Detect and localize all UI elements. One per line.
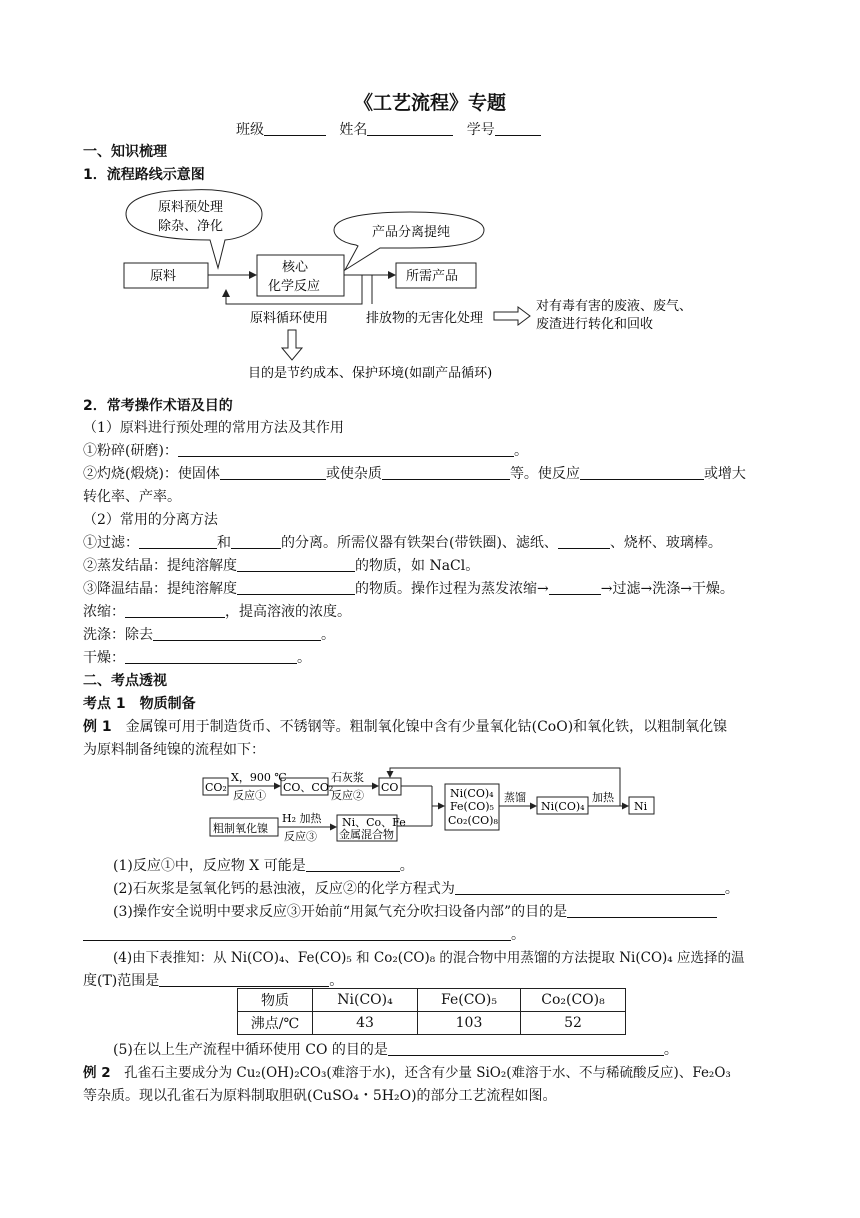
filtration-text-3: 的分离。所需仪器有铁架台(带铁圈)、滤纸、	[281, 535, 558, 551]
question-4-blank[interactable]	[159, 972, 329, 987]
filtration-label: ①过滤：	[83, 535, 139, 551]
question-5-text: (5)在以上生产流程中循环使用 CO 的目的是	[113, 1042, 388, 1058]
flow-co: CO	[381, 781, 399, 794]
flow-lime: 石灰浆	[331, 771, 364, 784]
box-raw-text: 原料	[150, 269, 177, 284]
filtration-text-2: 和	[217, 535, 231, 551]
waste-text-2: 废渣进行转化和回收	[536, 317, 654, 332]
concentration-text-2: ，提高溶液的浓度。	[225, 604, 351, 620]
emission-text: 排放物的无害化处理	[366, 311, 484, 326]
question-2	[113, 879, 739, 899]
question-5	[113, 1040, 678, 1060]
box-core-text-2: 化学反应	[268, 279, 321, 294]
bubble-preprocess-text-2: 除杂、净化	[158, 219, 224, 234]
period: 。	[297, 650, 311, 666]
flow-heat: 加热	[592, 791, 614, 804]
flow-r1: 反应①	[233, 789, 266, 802]
flow-crude: 粗制氧化镍	[213, 822, 268, 835]
table-cell: 43	[313, 1012, 418, 1035]
bubble-separation-text: 产品分离提纯	[372, 225, 451, 240]
cooling-text-2: 的物质。操作过程为蒸发浓缩→	[355, 581, 549, 597]
flow-x900: X，900 ℃	[231, 771, 287, 784]
period: 。	[513, 443, 528, 459]
question-3-cont	[83, 925, 525, 945]
name-label: 姓名	[339, 122, 368, 138]
calcination-label: ②灼烧(煅烧)：使固体	[83, 466, 220, 482]
question-3-blank-1[interactable]	[567, 903, 717, 918]
cooling-text-3: →过滤→洗涤→干燥。	[600, 581, 734, 597]
period: 。	[399, 858, 414, 874]
question-1	[113, 856, 414, 876]
subheading-topic-1: 考点 1 物质制备	[83, 696, 196, 712]
flow-carb-3: Co₂(CO)₈	[448, 814, 498, 827]
flow-mix-2: 金属混合物	[339, 828, 394, 841]
evaporation-label: ②蒸发结晶：提纯溶解度	[83, 558, 237, 574]
concentration-label: 浓缩：	[83, 604, 125, 620]
question-2-text: (2)石灰浆是氢氧化钙的悬浊液，反应②的化学方程式为	[113, 881, 455, 897]
period: 。	[329, 973, 344, 989]
evaporation-text-2: 的物质，如 NaCl。	[355, 558, 480, 574]
calcination-text-2: 或使杂质	[325, 466, 382, 482]
calcination-text-3: 等。使反应	[509, 466, 580, 482]
question-4: (4)由下表推知：从 Ni(CO)₄、Fe(CO)₅ 和 Co₂(CO)₈ 的混合物中用蒸馏的方法提取 Ni(CO)₄ 应选择的温	[113, 950, 745, 966]
calcination-text-4: 或增大	[703, 466, 746, 482]
flow-coco2: CO、CO₂	[283, 781, 334, 794]
table-cell: 沸点/℃	[238, 1012, 313, 1035]
question-3-text: (3)操作安全说明中要求反应③开始前“用氮气充分吹扫设备内部”的目的是	[113, 904, 568, 920]
flow-carb-2: Fe(CO)₅	[450, 800, 494, 813]
table-cell: Co₂(CO)₈	[521, 989, 626, 1012]
period: 。	[724, 881, 739, 897]
recycle-text: 原料循环使用	[250, 311, 329, 326]
flow-h2: H₂ 加热	[282, 812, 322, 825]
question-5-blank[interactable]	[388, 1041, 664, 1056]
period: 。	[321, 627, 335, 643]
example-1-line-2: 为原料制备纯镍的流程如下：	[83, 742, 265, 758]
example-2-text: 孔雀石主要成分为 Cu₂(OH)₂CO₃(难溶于水)，还含有少量 SiO₂(难溶于水、不与稀硫酸反应)、Fe₂O₃	[110, 1065, 731, 1081]
class-label: 班级	[236, 122, 264, 138]
drying-label: 干燥：	[83, 650, 125, 666]
id-label: 学号	[466, 122, 495, 138]
line-conversion: 转化率、产率。	[83, 489, 181, 505]
cooling-label: ③降温结晶：提纯溶解度	[83, 581, 237, 597]
period: 。	[663, 1042, 678, 1058]
box-core-text-1: 核心	[282, 260, 309, 275]
grinding-label: ①粉碎(研磨)：	[83, 443, 178, 459]
washing-label: 洗涤：除去	[83, 627, 153, 643]
table-row	[238, 989, 626, 1012]
subheading-terms: 2．常考操作术语及目的	[83, 398, 233, 414]
subheading-flow-diagram: 1．流程路线示意图	[83, 167, 205, 183]
table-cell: Fe(CO)₅	[418, 989, 521, 1012]
example-2-label: 例 2	[83, 1065, 111, 1081]
page-title: 《工艺流程》专题	[353, 92, 506, 114]
para-preprocess: （1）原料进行预处理的常用方法及其作用	[83, 420, 344, 436]
table-cell: Ni(CO)₄	[313, 989, 418, 1012]
question-1-text: (1)反应①中，反应物 X 可能是	[113, 858, 306, 874]
example-1-text: 金属镍可用于制造货币、不锈钢等。粗制氧化镍中含有少量氧化钴(CoO)和氧化铁，以粗制氧化镍	[111, 719, 728, 735]
box-product-text: 所需产品	[406, 269, 459, 284]
example-2-line-2: 等杂质。现以孔雀石为原料制取胆矾(CuSO₄・5H₂O)的部分工艺流程如图。	[83, 1088, 557, 1104]
bubble-preprocess-text-1: 原料预处理	[158, 200, 224, 215]
flow-r2: 反应②	[331, 789, 364, 802]
question-4-text-2: 度(T)范围是	[83, 973, 160, 989]
flow-co2: CO₂	[205, 781, 227, 794]
table-cell: 物质	[238, 989, 313, 1012]
table-cell: 52	[521, 1012, 626, 1035]
question-3-blank-2[interactable]	[83, 926, 511, 941]
flow-distill: 蒸馏	[504, 791, 526, 804]
flow-ni: Ni	[634, 800, 648, 813]
flow-r3: 反应③	[284, 830, 317, 843]
table-cell: 103	[418, 1012, 521, 1035]
para-separation: （2）常用的分离方法	[83, 512, 218, 528]
period: 。	[511, 927, 525, 943]
table-row	[238, 1012, 626, 1035]
filtration-text-4: 、烧杯、玻璃棒。	[609, 535, 722, 551]
flow-carb-1: Ni(CO)₄	[450, 787, 494, 800]
waste-text-1: 对有毒有害的废液、废气、	[536, 299, 693, 314]
goal-text: 目的是节约成本、保护环境(如副产品循环)	[248, 366, 493, 381]
example-2-line-1	[83, 1063, 731, 1083]
question-3	[113, 902, 717, 922]
section-heading-1: 一、知识梳理	[83, 144, 167, 160]
question-1-blank[interactable]	[306, 857, 400, 872]
question-2-blank[interactable]	[455, 880, 725, 895]
boiling-point-table	[237, 988, 626, 1035]
section-heading-2: 二、考点透视	[83, 673, 167, 689]
flow-nico4: Ni(CO)₄	[541, 800, 585, 813]
flow-mix-1: Ni、Co、Fe	[342, 816, 406, 829]
example-1-label: 例 1	[83, 719, 112, 735]
